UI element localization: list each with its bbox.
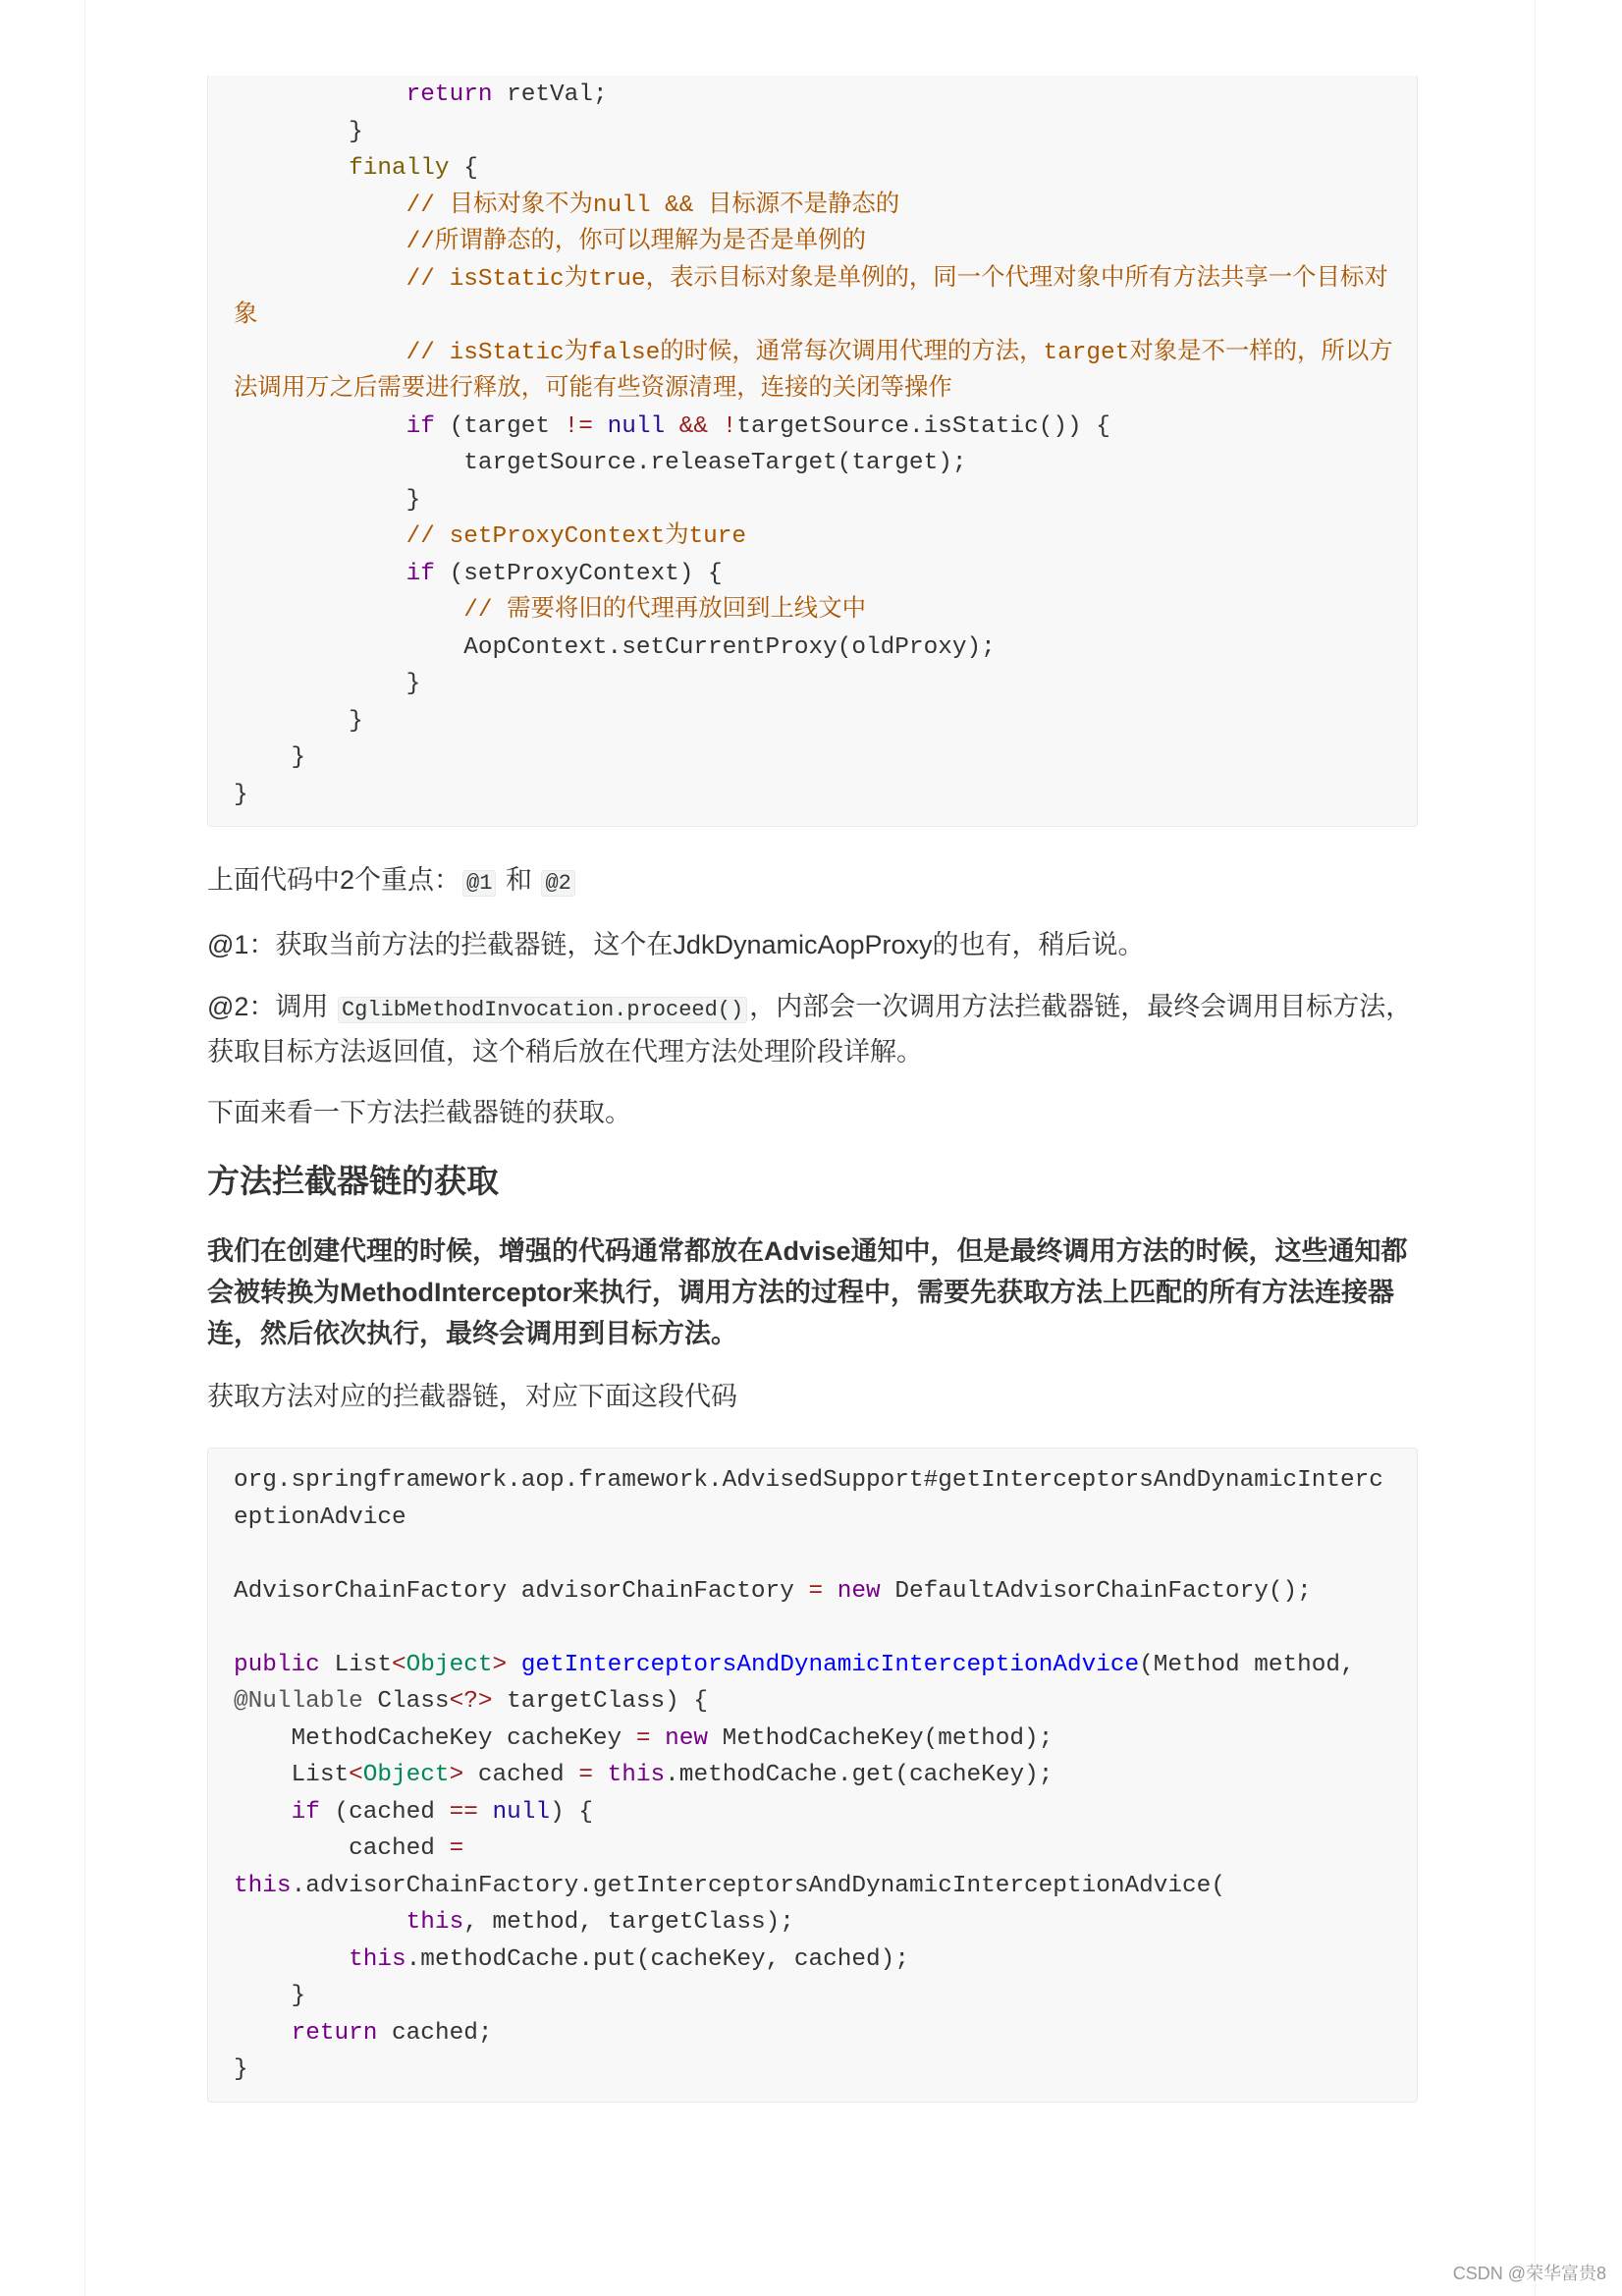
code-line: [234, 224, 1407, 261]
point-2-text: ，内部会一次调用方法拦截器链，最终会调用目标方法，获取目标方法返回值，这个稍后放在代理方法处理阶段详解。: [207, 992, 1413, 1066]
code-token: }: [234, 2056, 248, 2083]
code-line: [234, 261, 1407, 299]
code-token: ==: [449, 1798, 478, 1826]
code-token: // isStatic为false的时候，通常每次调用代理的方法，target对象是不一样的，所以方: [406, 339, 1393, 366]
code-token: // isStatic为true，表示目标对象是单例的，同一个代理对象中所有方法共享一个目标对: [406, 265, 1388, 293]
inline-code: @1: [462, 870, 496, 897]
code-line: [234, 1831, 1407, 1868]
code-token: =: [449, 1835, 464, 1862]
code-line: [234, 777, 1407, 814]
code-token: targetSource.releaseTarget(target);: [234, 450, 967, 476]
code-token: org.springframework.aop.framework.AdvisedSupport#getInterceptorsAndDynamicInterc: [234, 1467, 1383, 1494]
code-token: return: [291, 2019, 378, 2047]
inline-code: CglibMethodInvocation.proceed(): [338, 997, 747, 1023]
code-token: Object: [406, 1651, 493, 1678]
code-line: [234, 739, 1407, 777]
code-token: .methodCache.put(cacheKey, cached);: [406, 1945, 909, 1973]
code-token: new: [665, 1724, 709, 1752]
code-token: if: [406, 412, 435, 440]
code-token: targetSource.isStatic()) {: [736, 412, 1110, 440]
code-token: }: [234, 781, 248, 808]
code-token: this: [234, 1872, 292, 1899]
code-token: [234, 1799, 292, 1826]
code-line: [234, 1536, 1407, 1573]
code-token: }: [234, 118, 363, 145]
code-token: null: [492, 1798, 551, 1826]
code-line: [234, 519, 1407, 556]
code-token: this: [406, 1909, 464, 1936]
code-token: [234, 155, 349, 182]
code-token: List: [234, 1762, 350, 1788]
code-token: [234, 561, 406, 587]
code-token: (Method method,: [1139, 1651, 1355, 1678]
code-token: getInterceptorsAndDynamicInterceptionAdvice: [520, 1651, 1140, 1678]
code-line: [234, 298, 1407, 335]
code-token: [234, 2020, 292, 2047]
code-token: >: [449, 1762, 464, 1788]
code-line: [234, 335, 1407, 372]
code-line: [234, 371, 1407, 409]
code-token: [234, 192, 406, 219]
code-token: =: [635, 1724, 651, 1752]
code-line: [234, 77, 1407, 114]
code-line: [234, 703, 1407, 740]
code-token: AdvisorChainFactory advisorChainFactory: [234, 1577, 809, 1605]
code-token: [234, 1909, 406, 1936]
point-2-prefix: @2：调用: [207, 992, 336, 1021]
code-token: [650, 1725, 665, 1752]
code-token: //所谓静态的，你可以理解为是否是单例的: [406, 229, 866, 255]
code-token: <?>: [449, 1688, 493, 1715]
code-token: [234, 523, 406, 550]
code-line: [234, 1610, 1407, 1647]
code-token: cached;: [377, 2019, 493, 2047]
code-token: Object: [362, 1762, 450, 1788]
point-1-paragraph: @1：获取当前方法的拦截器链，这个在JdkDynamicAopProxy的也有，稍后说。: [207, 930, 1145, 959]
section-heading: 方法拦截器链的获取: [207, 1163, 499, 1199]
code-token: this: [349, 1945, 406, 1973]
code-token: [234, 82, 406, 108]
code-line: [234, 150, 1407, 188]
code-token: cached: [463, 1762, 579, 1788]
code-line: [234, 2015, 1407, 2052]
code-line: [234, 556, 1407, 593]
code-token: .methodCache.get(cacheKey);: [665, 1762, 1054, 1788]
code-line: [234, 1500, 1407, 1537]
code-token: [234, 597, 463, 624]
code-token: [234, 229, 406, 255]
code-block: [207, 76, 1418, 827]
code-block: [207, 1448, 1418, 2103]
code-token: =: [578, 1762, 593, 1788]
code-line: [234, 1941, 1407, 1979]
code-token: List: [319, 1651, 393, 1678]
code-token: @Nullable: [234, 1688, 363, 1715]
code-token: Class: [362, 1688, 450, 1715]
code-token: 象: [234, 302, 258, 329]
code-token: targetClass) {: [492, 1688, 709, 1715]
code-token: finally: [349, 155, 450, 182]
code-line: [234, 1868, 1407, 1905]
code-token: 法调用万之后需要进行释放，可能有些资源清理，连接的关闭等操作: [234, 376, 952, 403]
code-token: , method, targetClass);: [463, 1909, 794, 1936]
code-line: [234, 1573, 1407, 1611]
code-token: MethodCacheKey(method);: [708, 1724, 1054, 1752]
code-token: return: [406, 82, 493, 108]
code-token: MethodCacheKey cacheKey: [234, 1724, 636, 1752]
code-token: eptionAdvice: [234, 1503, 406, 1531]
code-line: [234, 1794, 1407, 1831]
watermark: CSDN @荣华富贵8: [1452, 2264, 1606, 2283]
key-points-paragraph: [207, 859, 1425, 904]
code-line: [234, 188, 1407, 225]
key-points-text: 上面代码中2个重点：: [207, 865, 461, 895]
code-token: }: [234, 1983, 306, 2009]
code-line: [234, 1904, 1407, 1941]
code-token: >: [492, 1651, 508, 1678]
code-lead-paragraph: 获取方法对应的拦截器链，对应下面这段代码: [207, 1382, 737, 1411]
code-token: [708, 413, 723, 440]
code-line: [234, 1462, 1407, 1500]
code-token: // 目标对象不为null && 目标源不是静态的: [406, 191, 900, 219]
code-token: retVal;: [492, 82, 608, 108]
emphasis-paragraph: 我们在创建代理的时候，增强的代码通常都放在Advise通知中，但是最终调用方法的时候，这些通知都会被转换为MethodInterceptor来执行，调用方法的过程中，需要先获取方法上匹配的所有方法连接器连，然后依次执行，最终会调用到目标方法。: [207, 1236, 1408, 1348]
code-token: this: [607, 1762, 666, 1788]
code-token: [234, 266, 406, 293]
code-token: [823, 1578, 838, 1605]
code-token: =: [808, 1577, 824, 1605]
code-line: [234, 666, 1407, 703]
code-token: }: [234, 486, 421, 514]
code-line: [234, 445, 1407, 482]
code-token: !: [722, 412, 737, 440]
code-token: }: [234, 671, 421, 697]
code-line: [234, 1647, 1407, 1684]
code-line: [234, 1683, 1407, 1721]
code-token: }: [234, 707, 363, 735]
code-line: [234, 629, 1407, 667]
code-line: [234, 114, 1407, 151]
code-token: [593, 1762, 608, 1788]
code-token: (target: [434, 412, 565, 440]
code-token: {: [449, 155, 478, 182]
code-token: ) {: [550, 1798, 593, 1826]
code-token: !=: [564, 412, 593, 440]
code-token: if: [291, 1798, 320, 1826]
code-token: // setProxyContext为ture: [406, 523, 747, 550]
code-token: [234, 1946, 349, 1973]
code-token: public: [234, 1651, 320, 1678]
code-line: [234, 482, 1407, 519]
code-token: new: [837, 1577, 881, 1605]
code-token: [234, 340, 406, 366]
code-line: [234, 409, 1407, 446]
code-token: &&: [678, 412, 709, 440]
inline-code: @2: [541, 870, 574, 897]
code-line: [234, 1721, 1407, 1758]
code-token: [478, 1799, 493, 1826]
code-token: AopContext.setCurrentProxy(oldProxy);: [234, 633, 996, 661]
code-line: [234, 2051, 1407, 2089]
transition-paragraph: 下面来看一下方法拦截器链的获取。: [207, 1098, 631, 1127]
code-token: if: [406, 560, 435, 587]
code-token: <: [392, 1651, 406, 1678]
code-token: (cached: [319, 1798, 450, 1826]
code-line: [234, 1757, 1407, 1794]
code-line: [234, 1978, 1407, 2015]
key-points-conjunction: 和: [498, 865, 540, 895]
code-line: [234, 592, 1407, 629]
code-token: [234, 413, 406, 440]
code-token: }: [234, 744, 306, 771]
code-token: <: [349, 1762, 363, 1788]
point-2-paragraph: [207, 986, 1425, 1073]
code-token: [665, 413, 679, 440]
code-token: cached: [234, 1835, 450, 1862]
code-token: [507, 1652, 521, 1678]
code-token: // 需要将旧的代理再放回到上线文中: [463, 597, 866, 624]
code-token: DefaultAdvisorChainFactory();: [880, 1577, 1312, 1605]
code-token: [593, 413, 608, 440]
code-token: (setProxyContext) {: [434, 560, 723, 587]
code-token: null: [607, 412, 666, 440]
code-token: .advisorChainFactory.getInterceptorsAndDynamicInterceptionAdvice(: [291, 1872, 1225, 1899]
